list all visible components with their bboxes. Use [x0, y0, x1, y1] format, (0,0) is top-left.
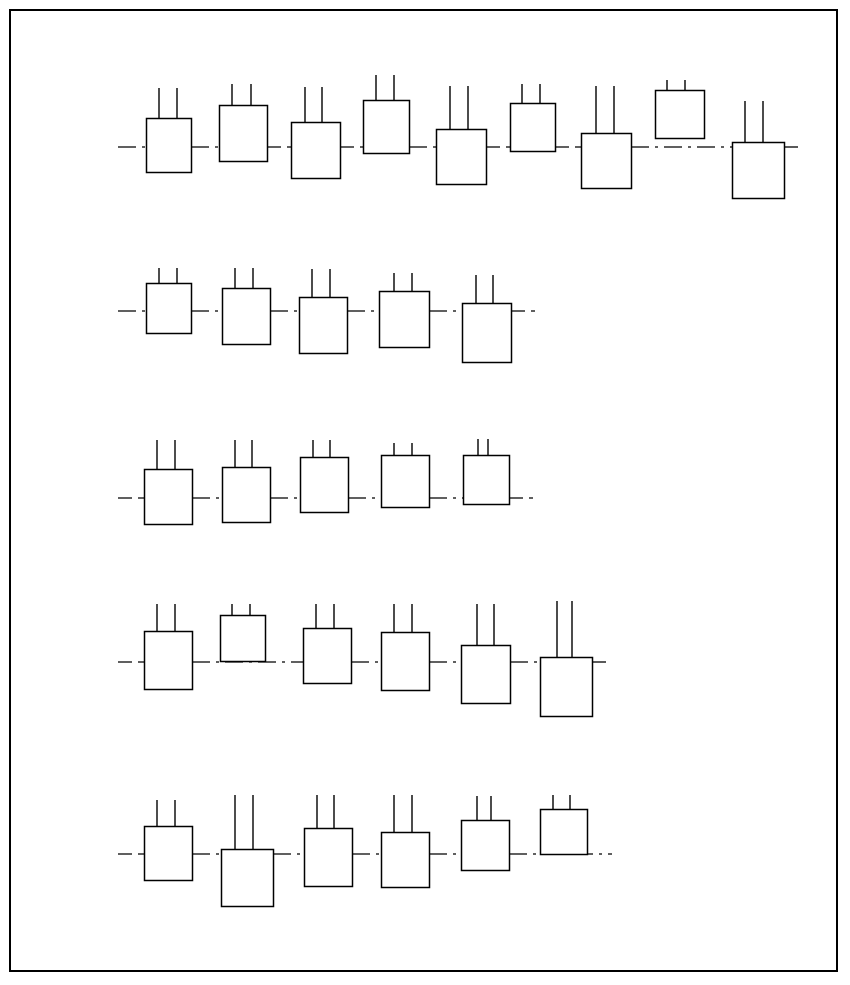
symbol-body — [222, 850, 274, 907]
symbol-body — [145, 632, 193, 690]
symbol-1-1 — [147, 88, 192, 173]
symbol-3-4 — [382, 443, 430, 508]
symbol-body — [147, 284, 192, 334]
symbol-1-5 — [437, 86, 487, 185]
symbol-body — [511, 104, 556, 152]
symbol-body — [582, 134, 632, 189]
symbol-3-1 — [145, 440, 193, 525]
symbol-5-2 — [222, 795, 274, 907]
symbol-3-5 — [464, 439, 510, 505]
symbol-4-3 — [304, 604, 352, 684]
symbol-body — [301, 458, 349, 513]
symbol-5-3 — [305, 795, 353, 887]
symbol-1-8 — [656, 80, 705, 139]
symbol-body — [437, 130, 487, 185]
symbol-body — [223, 468, 271, 523]
symbol-body — [382, 633, 430, 691]
symbol-body — [220, 106, 268, 162]
symbol-1-2 — [220, 84, 268, 162]
symbol-body — [541, 658, 593, 717]
symbol-body — [380, 292, 430, 348]
symbol-body — [147, 119, 192, 173]
symbol-4-6 — [541, 601, 593, 717]
row-1 — [118, 75, 800, 199]
symbol-body — [300, 298, 348, 354]
symbol-1-4 — [364, 75, 410, 154]
symbol-5-6 — [541, 795, 588, 855]
symbol-body — [145, 827, 193, 881]
symbol-4-5 — [462, 604, 511, 704]
symbol-body — [145, 470, 193, 525]
row-4 — [118, 601, 612, 717]
symbol-body — [382, 833, 430, 888]
symbol-4-4 — [382, 604, 430, 691]
symbol-5-1 — [145, 800, 193, 881]
symbol-3-2 — [223, 440, 271, 523]
symbol-4-1 — [145, 604, 193, 690]
symbol-1-7 — [582, 86, 632, 189]
row-3 — [118, 439, 533, 525]
symbol-body — [462, 646, 511, 704]
symbol-2-1 — [147, 268, 192, 334]
symbol-body — [462, 821, 510, 871]
symbol-body — [541, 810, 588, 855]
symbol-2-5 — [463, 275, 512, 363]
symbol-body — [305, 829, 353, 887]
symbol-body — [304, 629, 352, 684]
symbol-2-2 — [223, 268, 271, 345]
symbol-body — [221, 616, 266, 662]
symbol-body — [656, 91, 705, 139]
symbol-4-2 — [221, 604, 266, 662]
symbol-body — [223, 289, 271, 345]
symbol-body — [463, 304, 512, 363]
symbol-3-3 — [301, 440, 349, 513]
symbol-5-5 — [462, 796, 510, 871]
symbol-1-6 — [511, 84, 556, 152]
symbol-body — [464, 456, 510, 505]
symbol-body — [292, 123, 341, 179]
symbol-5-4 — [382, 795, 430, 888]
symbol-body — [733, 143, 785, 199]
symbol-2-4 — [380, 273, 430, 348]
symbol-1-9 — [733, 101, 785, 199]
row-2 — [118, 268, 535, 363]
symbol-body — [382, 456, 430, 508]
symbol-body — [364, 101, 410, 154]
symbol-2-3 — [300, 269, 348, 354]
row-5 — [118, 795, 612, 907]
symbol-1-3 — [292, 87, 341, 179]
